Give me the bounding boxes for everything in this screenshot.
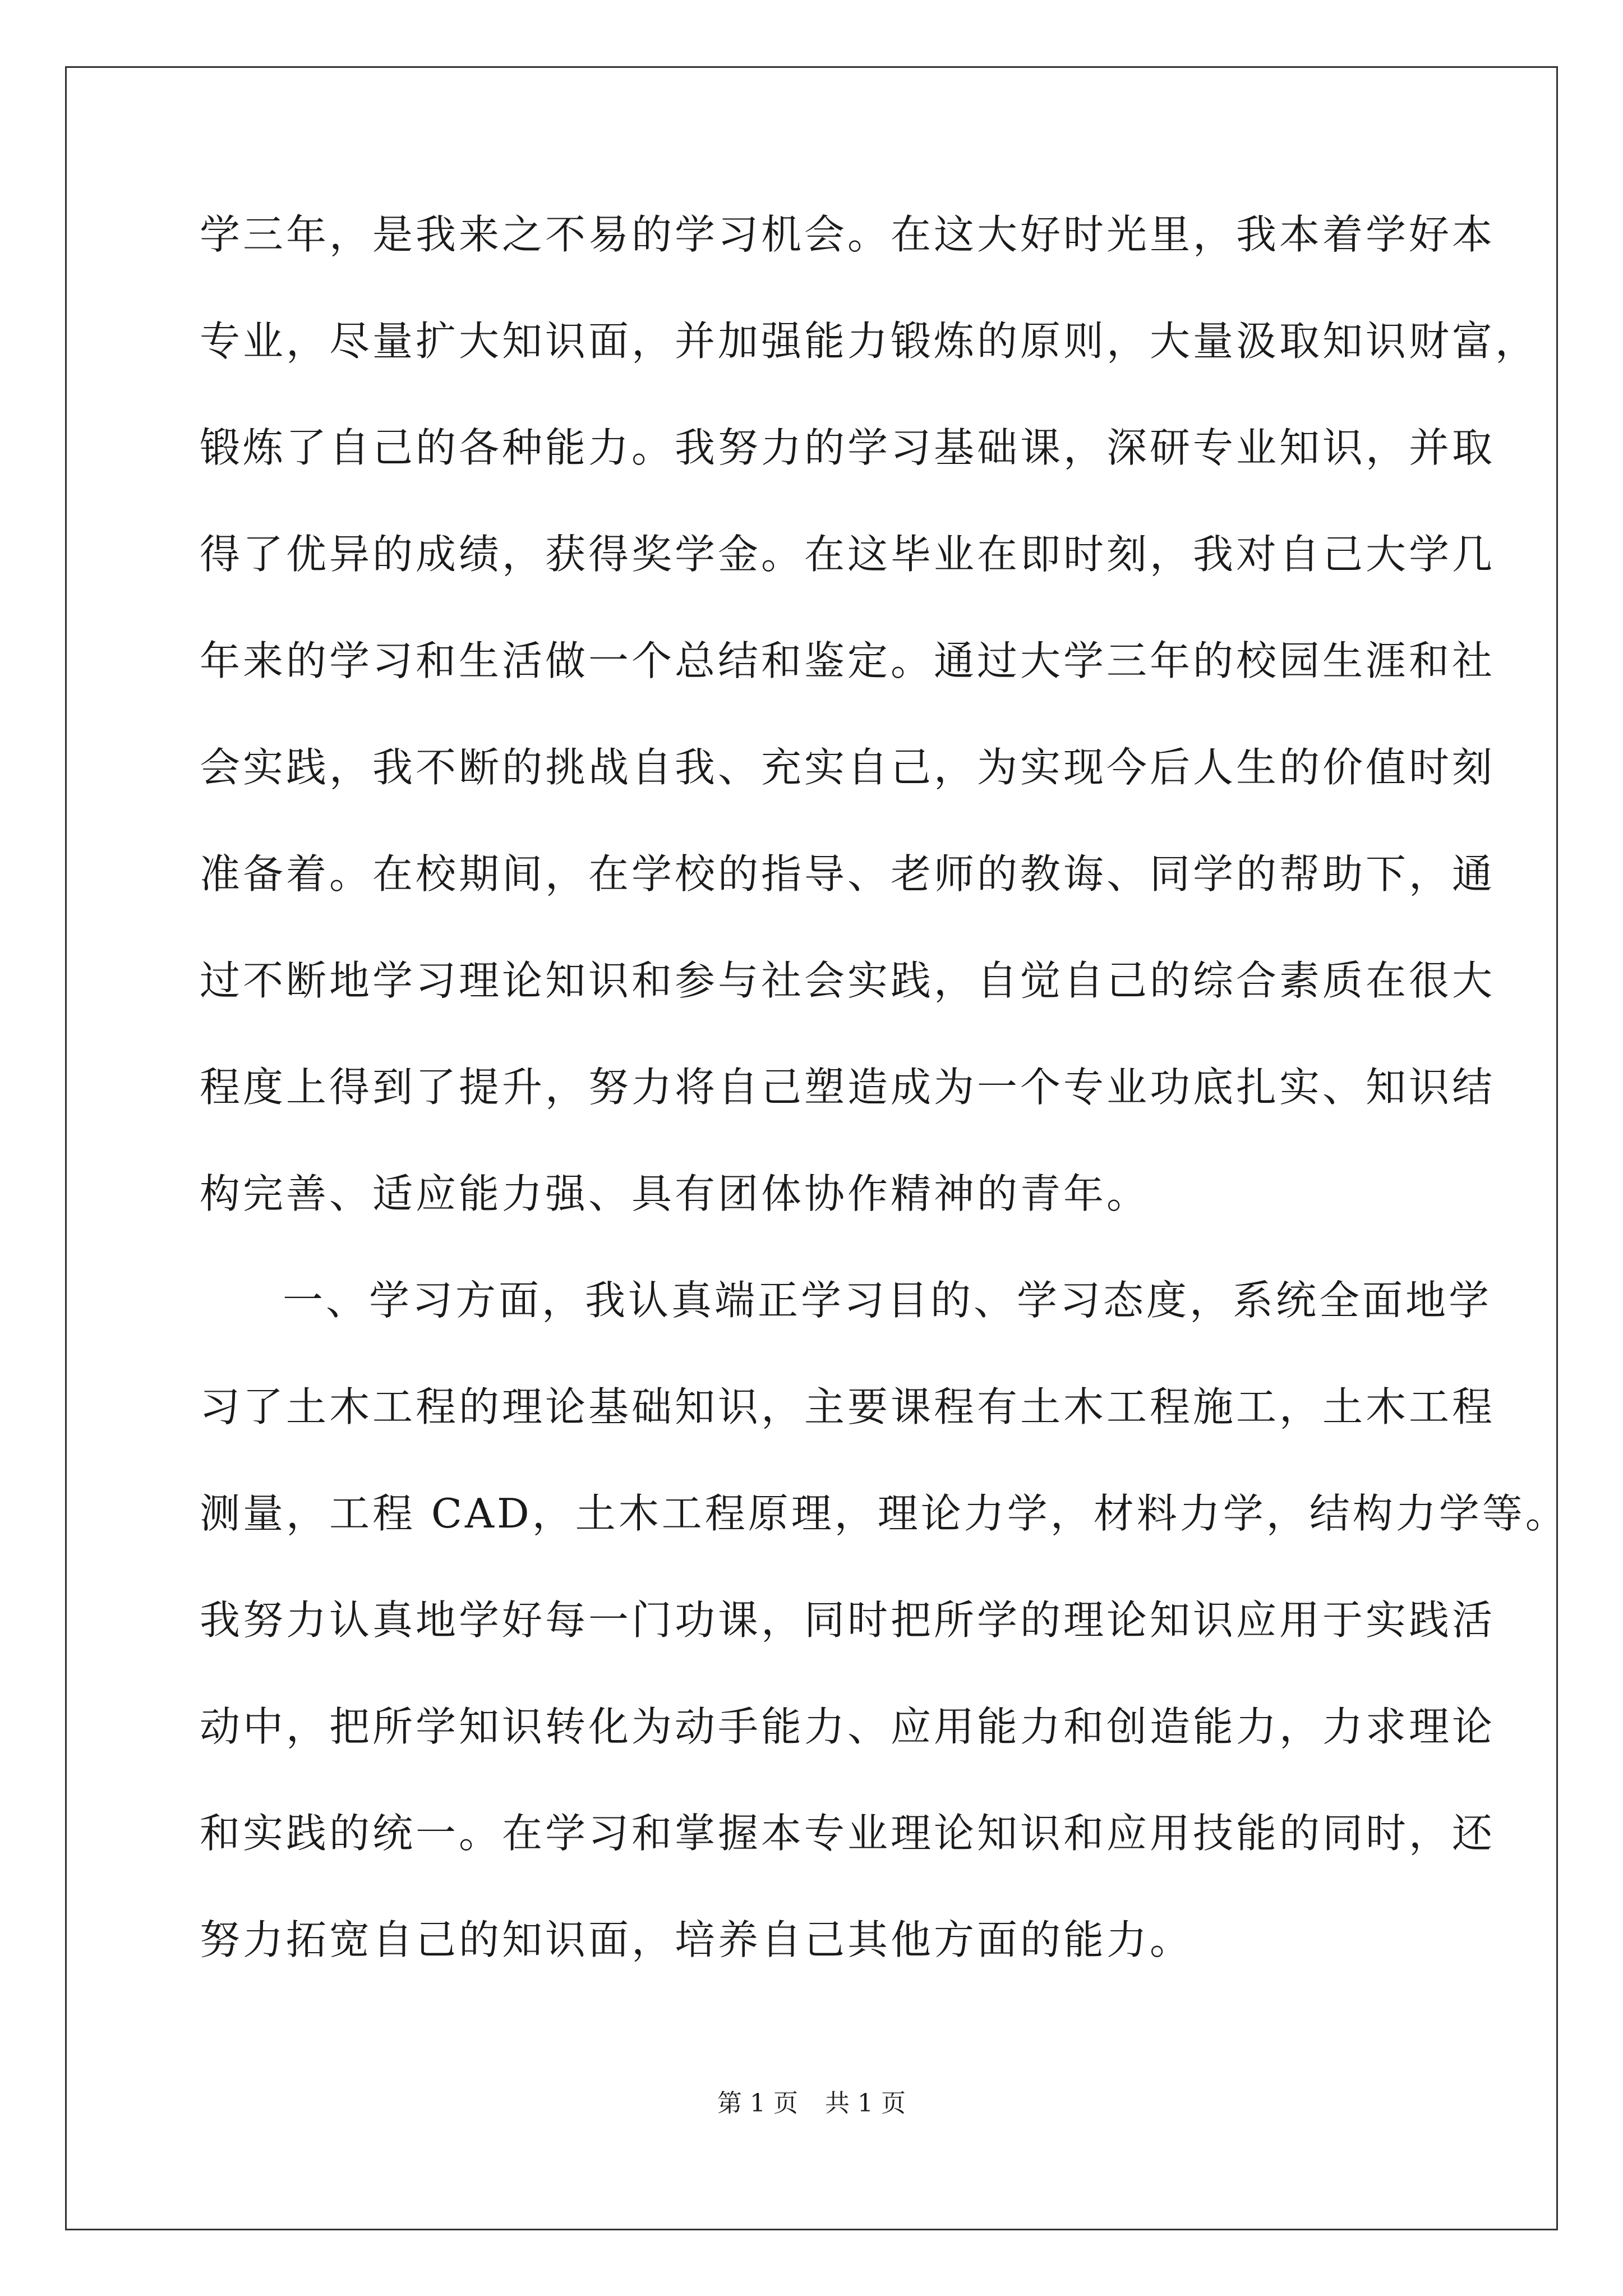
paragraph-2-line-2: 习了土木工程的理论基础知识，主要课程有土木工程施工，土木工程	[200, 1383, 1496, 1430]
page-number-total: 共 1 页	[825, 2089, 906, 2118]
paragraph-1-line-3: 锻炼了自己的各种能力。我努力的学习基础课，深研专业知识，并取	[200, 424, 1496, 471]
paragraph-1-line-6: 会实践，我不断的挑战自我、充实自己，为实现今后人生的价值时刻	[200, 744, 1496, 791]
paragraph-1-line-8: 过不断地学习理论知识和参与社会实践，自觉自己的综合素质在很大	[200, 957, 1496, 1004]
paragraph-1-line-10: 构完善、适应能力强、具有团体协作精神的青年。	[200, 1170, 1150, 1217]
paragraph-2-line-3: 测量，工程 CAD，土木工程原理，理论力学，材料力学，结构力学等。	[200, 1490, 1569, 1537]
paragraph-1-line-2: 专业，尽量扩大知识面，并加强能力锻炼的原则，大量汲取知识财富，	[200, 318, 1539, 365]
paragraph-2-line-7: 努力拓宽自己的知识面，培养自己其他方面的能力。	[200, 1916, 1193, 1963]
paragraph-2-line-6: 和实践的统一。在学习和掌握本专业理论知识和应用技能的同时，还	[200, 1810, 1496, 1857]
paragraph-2-line-1: 一、学习方面，我认真端正学习目的、学习态度，系统全面地学	[283, 1277, 1492, 1324]
document-body	[200, 208, 1569, 2019]
paragraph-1-line-1: 学三年，是我来之不易的学习机会。在这大好时光里，我本着学好本	[200, 211, 1496, 258]
paragraph-1-line-7: 准备着。在校期间，在学校的指导、老师的教诲、同学的帮助下，通	[200, 850, 1496, 898]
paragraph-1-line-9: 程度上得到了提升，努力将自己塑造成为一个专业功底扎实、知识结	[200, 1064, 1496, 1111]
paragraph-2-line-5: 动中，把所学知识转化为动手能力、应用能力和创造能力，力求理论	[200, 1703, 1496, 1750]
page-footer	[0, 2088, 1623, 2119]
page-number-current: 第 1 页	[717, 2089, 798, 2118]
paragraph-2-line-4: 我努力认真地学好每一门功课，同时把所学的理论知识应用于实践活	[200, 1596, 1496, 1644]
paragraph-1-line-4: 得了优异的成绩，获得奖学金。在这毕业在即时刻，我对自己大学几	[200, 531, 1496, 578]
paragraph-1-line-5: 年来的学习和生活做一个总结和鉴定。通过大学三年的校园生涯和社	[200, 637, 1496, 684]
